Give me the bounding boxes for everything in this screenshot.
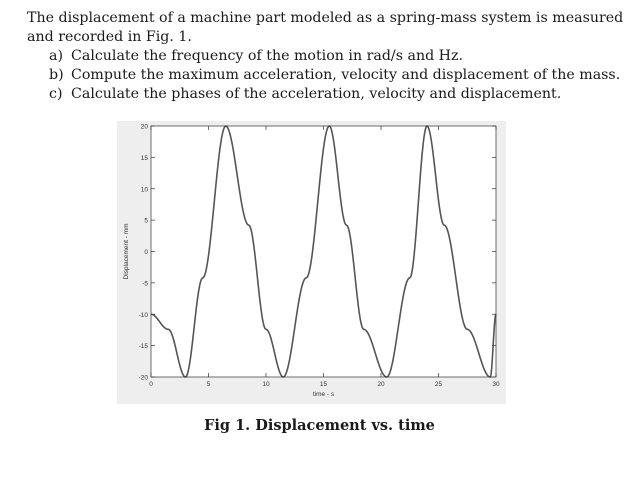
part-letter: c) (49, 86, 63, 102)
x-tick-label: 30 (492, 381, 500, 388)
x-tick-label: 15 (319, 381, 328, 388)
x-tick-label: 0 (149, 381, 153, 388)
y-tick-label: -15 (138, 343, 148, 351)
x-tick-label: 20 (377, 381, 385, 388)
y-axis-label: Displacement - mm (123, 223, 130, 280)
y-tick-label: 10 (140, 186, 148, 194)
y-tick-label: 5 (144, 217, 148, 225)
part-text: Compute the maximum acceleration, velocity and displacement of the mass. (71, 67, 621, 83)
problem-part-b (49, 66, 627, 85)
problem-intro: The displacement of a machine part modeled as a spring-mass system is measured and recorded in Fig. 1. (27, 10, 624, 45)
plot-area (151, 126, 496, 377)
x-tick-label: 5 (206, 381, 211, 388)
part-text: Calculate the phases of the acceleration, velocity and displacement. (71, 86, 562, 102)
problem-parts-list (27, 47, 627, 104)
y-tick-label: -10 (138, 311, 148, 319)
x-tick-label: 25 (434, 381, 443, 388)
x-axis-label: time - s (312, 391, 335, 398)
y-tick-label: -20 (138, 374, 148, 382)
y-tick-label: 0 (144, 249, 148, 256)
part-letter: a) (49, 48, 63, 64)
part-letter: b) (49, 67, 64, 83)
displacement-chart (117, 121, 506, 404)
x-tick-label: 10 (262, 381, 270, 388)
figure-panel (117, 121, 506, 404)
problem-part-a (49, 47, 627, 66)
problem-part-c (49, 85, 627, 104)
figure-caption: Fig 1. Displacement vs. time (204, 417, 435, 434)
y-tick-label: 20 (140, 123, 148, 131)
y-tick-label: -5 (142, 280, 148, 288)
part-text: Calculate the frequency of the motion in rad/s and Hz. (71, 48, 464, 64)
problem-statement (27, 9, 627, 104)
y-tick-label: 15 (140, 154, 148, 162)
